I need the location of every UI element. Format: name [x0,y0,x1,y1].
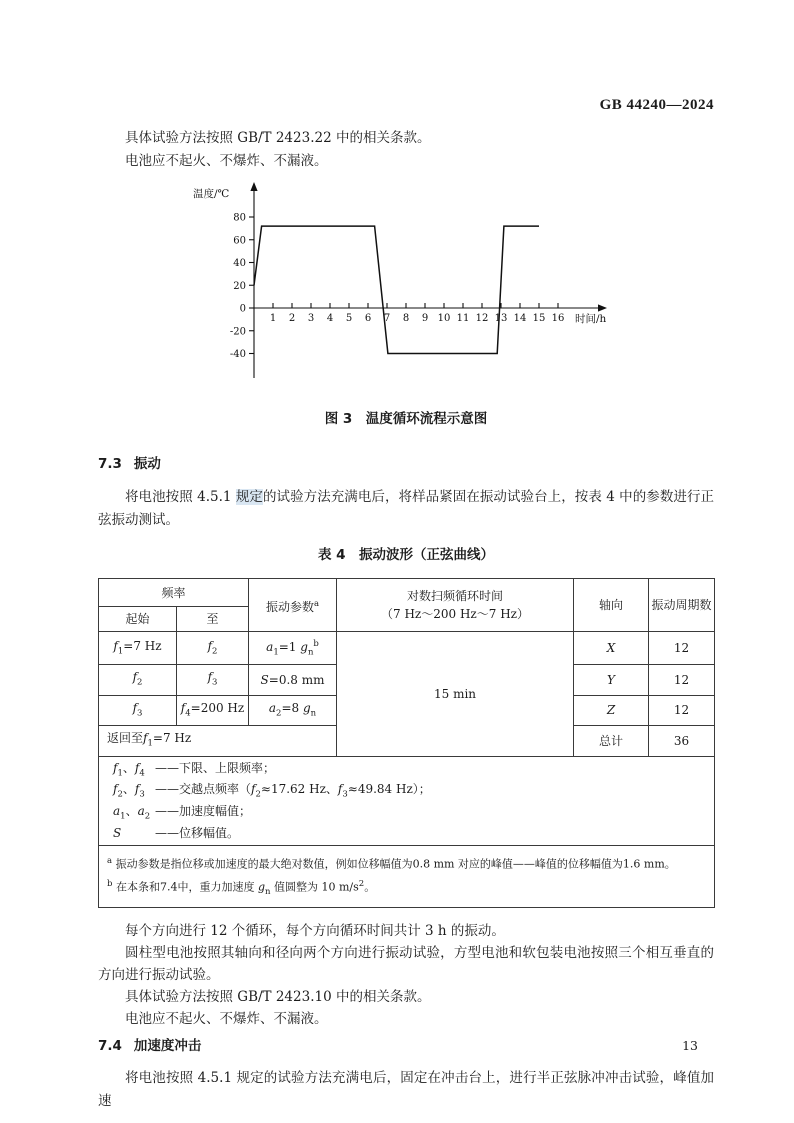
section-7-3-heading [98,456,714,473]
cell-return-label: 返回至$f_1=7$ Hz [99,726,337,756]
cell-sweep-value: 15 min [337,632,574,757]
cell-freq-to: $f_3$ [177,665,249,695]
legend-line [113,760,714,782]
svg-text:16: 16 [551,313,565,324]
paragraph: 电池应不起火、不爆炸、不漏液。 [125,1011,328,1028]
section-7-4-paragraph: 将电池按照 4.5.1 规定的试验方法充满电后，固定在冲击台上，进行半正弦脉冲冲击试验，峰值加速 [98,1070,714,1110]
svg-text:14: 14 [513,313,527,324]
table-row [99,632,715,665]
section-7-3-paragraph [98,486,714,532]
legend-symbol: $f_2$、$f_3$ [113,782,145,800]
paragraph: 每个方向进行 12 个循环，每个方向循环时间共计 3 h 的振动。 [125,923,505,940]
cell-param: S=0.8 mm [249,665,337,695]
header-vibration-parameter: 振动参数$^a$ [249,579,337,632]
highlighted-text: 规定 [235,489,263,505]
legend-line [113,803,714,825]
legend-line [113,781,714,803]
cell-freq-from: $f_3$ [99,695,177,725]
page-content [98,0,714,1113]
svg-text:80: 80 [233,212,246,224]
svg-text:9: 9 [421,313,429,324]
svg-text:40: 40 [233,258,246,269]
svg-text:15: 15 [532,313,546,324]
header-sweep-line1: 对数扫频循环时间 [407,589,504,603]
cell-cycles: 12 [649,665,715,695]
figure-3-temperature-cycle-chart [98,180,714,385]
legend-desc: ——位移幅值。 [155,826,240,841]
legend-desc: ——交越点频率（$f_2\approx 17.62$ Hz、$f_3\approx 49.84$ Hz）； [155,782,431,800]
cell-axis: X [574,632,649,665]
legend-desc: ——加速度幅值； [155,804,252,819]
cell-param: $a_1=1$ $g_n^b$ [249,632,337,665]
svg-text:8: 8 [402,313,410,324]
legend-symbol: $f_1$、$f_4$ [113,760,145,778]
cell-freq-to: $f_2$ [177,632,249,665]
section-number: 7.3 [98,456,122,472]
intro-paragraph-2: 电池应不起火、不爆炸、不漏液。 [125,153,328,169]
section-number: 7.4 [98,1038,122,1055]
svg-text:温度/℃: 温度/℃ [193,188,230,200]
table-footnote-row [99,845,715,908]
legend-cell [99,756,715,845]
header-sweep-time [337,579,574,632]
svg-text:1: 1 [269,313,277,324]
header-frequency: 频率 [99,579,249,607]
svg-text:10: 10 [437,313,451,324]
svg-text:3: 3 [307,313,315,324]
intro-paragraph-1: 具体试验方法按照 GB/T 2423.22 中的相关条款。 [125,130,431,146]
legend-symbol: S [113,826,122,841]
paragraph-text: 的试验方法充满电后，将样品紧固在振动试验台上，按表 4 中的参数进行正弦振动测试。 [98,489,715,528]
header-sweep-line2: （7 Hz～200 Hz～7 Hz） [381,607,529,621]
header-freq-from: 起始 [99,607,177,632]
running-header: GB 44240—2024 [599,97,714,113]
paragraph: 圆柱型电池按照其轴向和径向两个方向进行振动试验，方型电池和软包装电池按照三个相互垂直的方向进行振动试验。 [98,945,714,984]
svg-text:-40: -40 [229,349,246,360]
header-freq-to: 至 [177,607,249,632]
footnote-a: $^a$ 振动参数是指位移或加速度的最大绝对数值，例如位移幅值为0.8 mm 对应的峰值——峰值的位移幅值为1.6 mm。 [107,855,676,871]
section-title: 振动 [133,456,161,472]
svg-text:13: 13 [494,313,508,324]
footnote-b: $^b$ 在本条和7.4中，重力加速度 $g_n$ 值圆整为 10 $m/s^2$。 [107,879,376,898]
cell-total-value: 36 [649,726,715,756]
cell-axis: Y [574,665,649,695]
header-axis: 轴向 [574,579,649,632]
post-table-paragraphs [98,920,714,1030]
cell-cycles: 12 [649,695,715,725]
svg-text:7: 7 [383,313,391,324]
cell-freq-from: $f_2$ [99,665,177,695]
svg-text:20: 20 [233,280,246,292]
svg-text:6: 6 [364,313,372,324]
cell-freq-from: $f_1=7$ Hz [99,632,177,665]
svg-text:2: 2 [288,313,296,324]
legend-symbol: $a_1$、$a_2$ [113,804,151,822]
cell-total-label: 总计 [574,726,649,756]
cell-param: $a_2=8$ $g_n$ [249,695,337,725]
cell-cycles: 12 [649,632,715,665]
svg-text:时间/h: 时间/h [575,313,607,325]
temperature-cycle-chart-svg [193,180,629,385]
svg-text:5: 5 [345,313,353,324]
svg-text:4: 4 [326,313,334,324]
cell-axis: Z [574,695,649,725]
footnote-cell [99,845,715,908]
legend-line [113,825,714,842]
figure-3-caption: 图 3 温度循环流程示意图 [324,411,488,427]
table-header-row-1 [99,579,715,607]
header-cycle-count: 振动周期数 [649,579,715,632]
table-4-caption: 表 4 振动波形（正弦曲线） [317,547,495,563]
svg-text:60: 60 [233,235,246,247]
svg-text:11: 11 [456,313,470,324]
cell-freq-to: $f_4=200$ Hz [177,695,249,725]
table-legend-row [99,756,715,845]
svg-text:-20: -20 [229,326,246,338]
svg-text:12: 12 [475,313,489,324]
table-4-vibration-waveform [98,578,715,908]
page-number: 13 [682,1038,698,1053]
paragraph-text: 将电池按照 4.5.1 [125,489,236,505]
legend-desc: ——下限、上限频率； [155,760,276,775]
paragraph: 具体试验方法按照 GB/T 2423.10 中的相关条款。 [125,989,431,1006]
section-7-4-heading [98,1038,714,1055]
section-title: 加速度冲击 [133,1038,202,1055]
svg-text:0: 0 [239,303,246,315]
